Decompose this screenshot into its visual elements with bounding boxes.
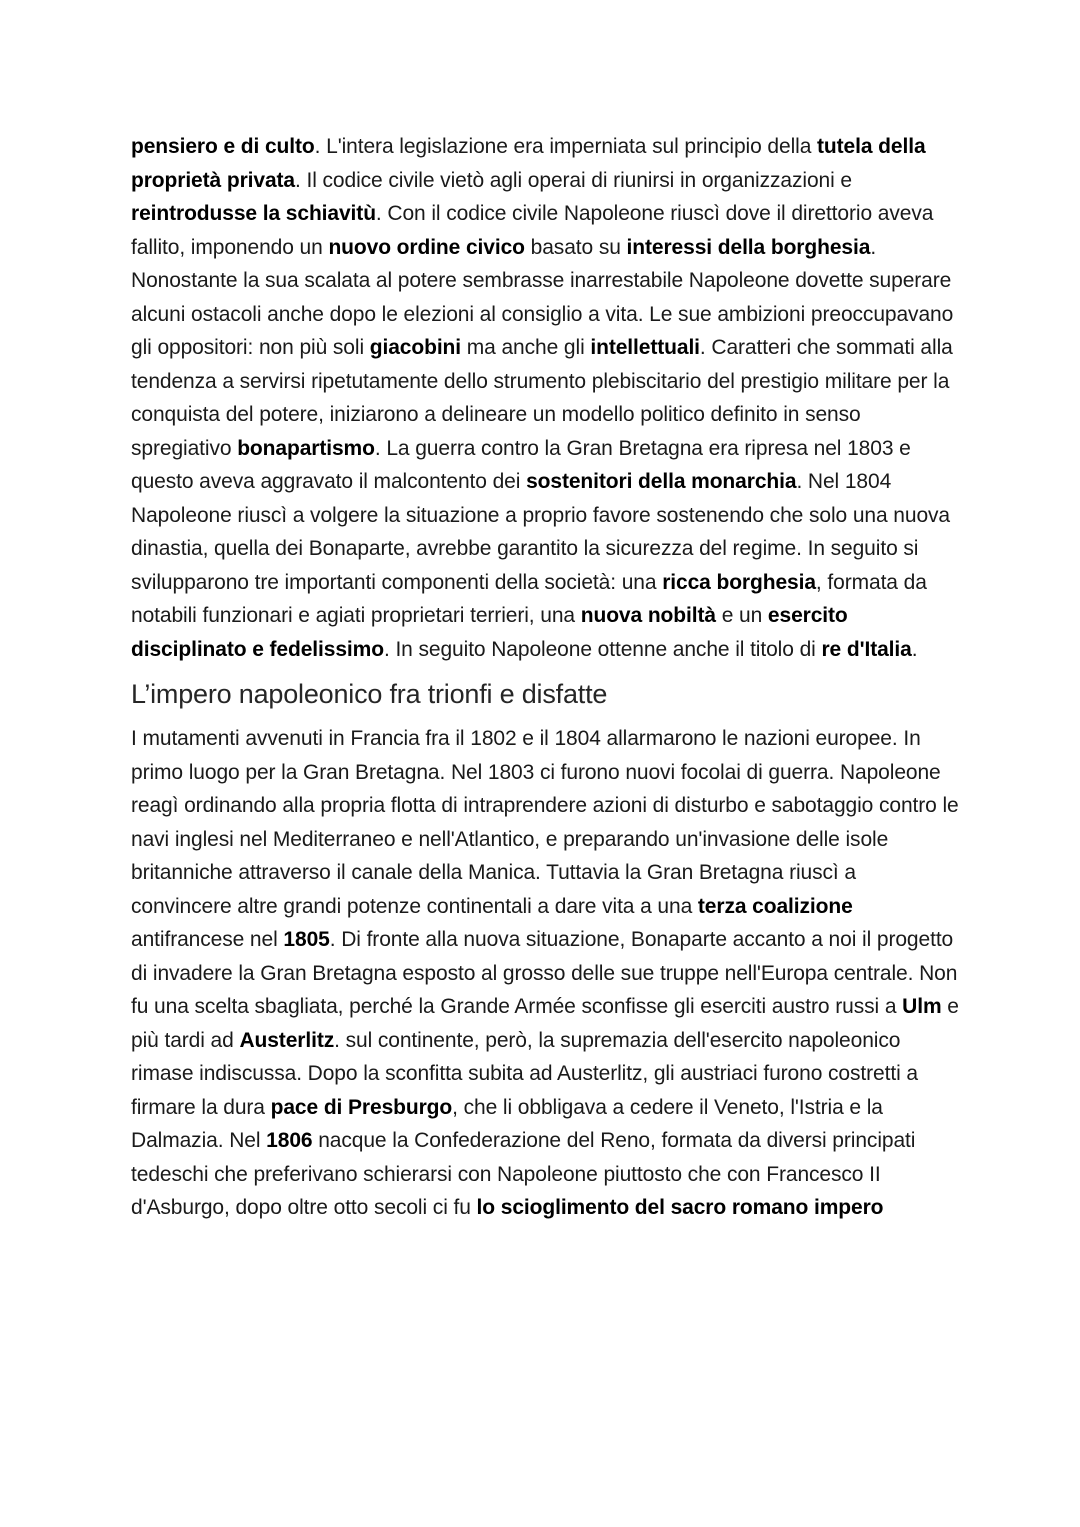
text-run: . Con il codice civile Napoleone riuscì dove il direttorio aveva fallito, imponendo un (131, 202, 934, 259)
bold-text-run: interessi della borghesia (626, 235, 871, 259)
text-run: ma anche gli (461, 336, 591, 359)
bold-text-run: terza coalizione (697, 894, 853, 918)
text-run: . La guerra contro la Gran Bretagna era ripresa nel 1803 e questo aveva aggravato il malcontento dei (131, 436, 911, 493)
bold-text-run: intellettuali (590, 336, 700, 359)
bold-text-run: sostenitori della monarchia (526, 470, 797, 493)
text-run: . (911, 637, 918, 661)
bold-text-run: re d'Italia (821, 637, 912, 661)
paragraph-2 (131, 722, 961, 1225)
text-run: . sul continente, però, la supremazia dell'esercito napoleonico rimase indiscussa. Dopo la sconfitta subita ad Austerlitz, gli austriaci furono costretti a firmare la dura (131, 1028, 918, 1119)
text-run: . Il codice civile vietò agli operai di riunirsi in organizzazioni e (295, 168, 852, 192)
text-run: basato su (524, 235, 627, 259)
bold-text-run: 1806 (266, 1129, 313, 1152)
bold-text-run: bonapartismo (237, 436, 375, 460)
bold-text-run: ricca borghesia (662, 570, 816, 594)
text-run: I mutamenti avvenuti in Francia fra il 1802 e il 1804 allarmarono le nazioni europee. In primo luogo per la Gran Bretagna. Nel 1803 ci furono nuovi focolai di guerra. Napoleone reagì ordinando alla propria flotta di intraprendere azioni di disturbo e sabotaggio contro le navi inglesi nel Mediterraneo e nell'Atlantico, e preparando un'invasione delle isole britanniche attraverso il canale della Manica. Tuttavia la Gran Bretagna riuscì a convincere altre grandi potenze continentali a dare vita a una (131, 727, 959, 918)
text-run: . Caratteri che sommati alla tendenza a servirsi ripetutamente dello strumento plebiscitario del prestigio militare per la conquista del potere, iniziarono a delineare un modello politico definito in senso spregiativo (131, 336, 953, 460)
bold-text-run: esercito disciplinato e fedelissimo (131, 604, 848, 661)
document-page (131, 130, 961, 1225)
text-run: e più tardi ad (131, 995, 959, 1052)
text-run: . Nonostante la sua scalata al potere sembrasse inarrestabile Napoleone dovette superare alcuni ostacoli anche dopo le elezioni al consiglio a vita. Le sue ambizioni preoccupavano gli oppositori: non più soli (131, 235, 954, 359)
bold-text-run: nuovo ordine civico (328, 235, 525, 259)
text-run: . L'intera legislazione era imperniata sul principio della (314, 135, 818, 158)
bold-text-run: tutela della proprietà privata (131, 135, 926, 192)
text-run: . Nel 1804 Napoleone riuscì a volgere la situazione a proprio favore sostenendo che solo una nuova dinastia, quella dei Bonaparte, avrebbe garantito la sicurezza del regime. In seguito si svilupparono tre importanti componenti della società: una (131, 470, 951, 594)
text-run: e un (715, 604, 768, 627)
text-run: antifrancese nel (131, 928, 284, 951)
text-run: . Di fronte alla nuova situazione, Bonaparte accanto a noi il progetto di invadere la Gran Bretagna esposto al grosso delle sue truppe nell'Europa centrale. Non fu una scelta sbagliata, perché la Grande Armée sconfisse gli eserciti austro russi a (131, 928, 958, 1018)
section-heading: L’impero napoleonico fra trionfi e disfatte (131, 679, 608, 709)
bold-text-run: 1805 (283, 928, 330, 951)
bold-text-run: lo scioglimento del sacro romano impero (476, 1196, 884, 1219)
bold-text-run: Ulm (902, 995, 942, 1018)
bold-text-run: pace di Presburgo (270, 1095, 453, 1119)
text-run: , formata da notabili funzionari e agiati proprietari terrieri, una (131, 570, 927, 627)
text-run: . In seguito Napoleone ottenne anche il titolo di (383, 637, 822, 661)
paragraph-1 (131, 130, 961, 666)
bold-text-run: giacobini (369, 336, 462, 359)
bold-text-run: nuova nobiltà (580, 604, 716, 627)
bold-text-run: pensiero e di culto (131, 135, 315, 158)
bold-text-run: reintrodusse la schiavitù (131, 202, 376, 225)
text-run: , che li obbligava a cedere il Veneto, l'Istria e la Dalmazia. Nel (131, 1095, 883, 1152)
text-run: nacque la Confederazione del Reno, formata da diversi principati tedeschi che preferivano schierarsi con Napoleone piuttosto che con Francesco II d'Asburgo, dopo oltre otto secoli ci fu (131, 1129, 916, 1219)
bold-text-run: Austerlitz (239, 1028, 335, 1052)
